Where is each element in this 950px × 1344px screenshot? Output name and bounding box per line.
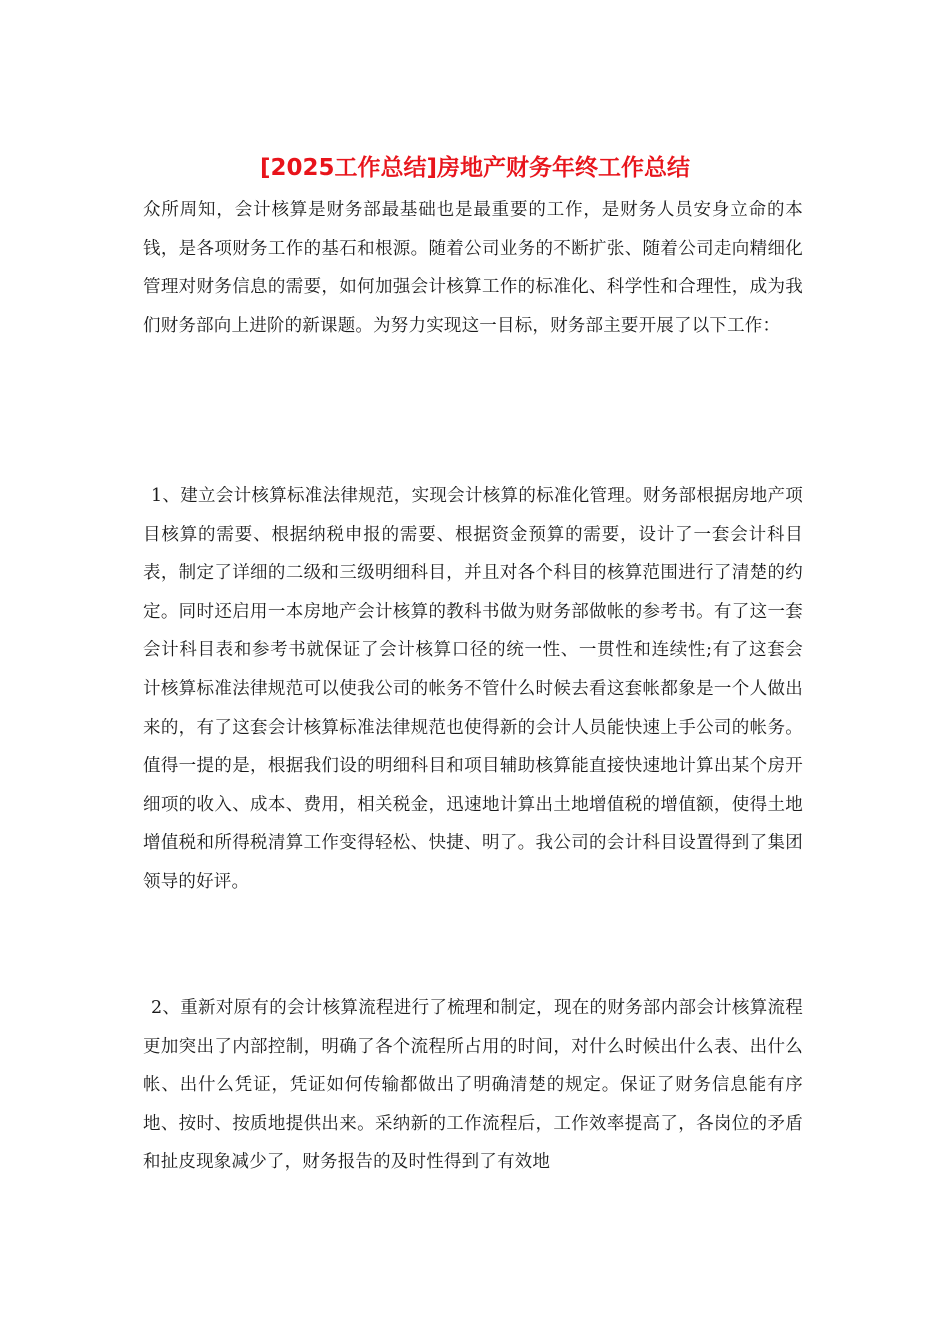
section-1-paragraph: 1、建立会计核算标准法律规范，实现会计核算的标准化管理。财务部根据房地产项目核算的需要、根据纳税申报的需要、根据资金预算的需要，设计了一套会计科目表，制定了详细的二级和三级明细科目，并且对各个科目的核算范围进行了清楚的约定。同时还启用一本房地产会计核算的教科书做为财务部做帐的参考书。有了这一套会计科目表和参考书就保证了会计核算口径的统一性、一贯性和连续性;有了这套会计核算标准法律规范可以使我公司的帐务不管什么时候去看这套帐都象是一个人做出来的，有了这套会计核算标准法律规范也使得新的会计人员能快速上手公司的帐务。值得一提的是，根据我们设的明细科目和项目辅助核算能直接快速地计算出某个房开细项的收入、成本、费用，相关税金，迅速地计算出土地增值税的增值额，使得土地增值税和所得税清算工作变得轻松、快捷、明了。我公司的会计科目设置得到了集团领导的好评。 bbox=[143, 486, 803, 892]
section-2-paragraph: 2、重新对原有的会计核算流程进行了梳理和制定，现在的财务部内部会计核算流程更加突出了内部控制，明确了各个流程所占用的时间，对什么时候出什么表、出什么帐、出什么凭证，凭证如何传输都做出了明确清楚的规定。保证了财务信息能有序地、按时、按质地提供出来。采纳新的工作流程后，工作效率提高了，各岗位的矛盾和扯皮现象减少了，财务报告的及时性得到了有效地 bbox=[143, 998, 803, 1173]
document-title: [2025工作总结]房地产财务年终工作总结 bbox=[259, 155, 691, 181]
intro-paragraph: 众所周知，会计核算是财务部最基础也是最重要的工作，是财务人员安身立命的本钱，是各项财务工作的基石和根源。随着公司业务的不断扩张、随着公司走向精细化管理对财务信息的需要，如何加强会计核算工作的标准化、科学性和合理性，成为我们财务部向上进阶的新课题。为努力实现这一目标，财务部主要开展了以下工作： bbox=[143, 200, 803, 336]
